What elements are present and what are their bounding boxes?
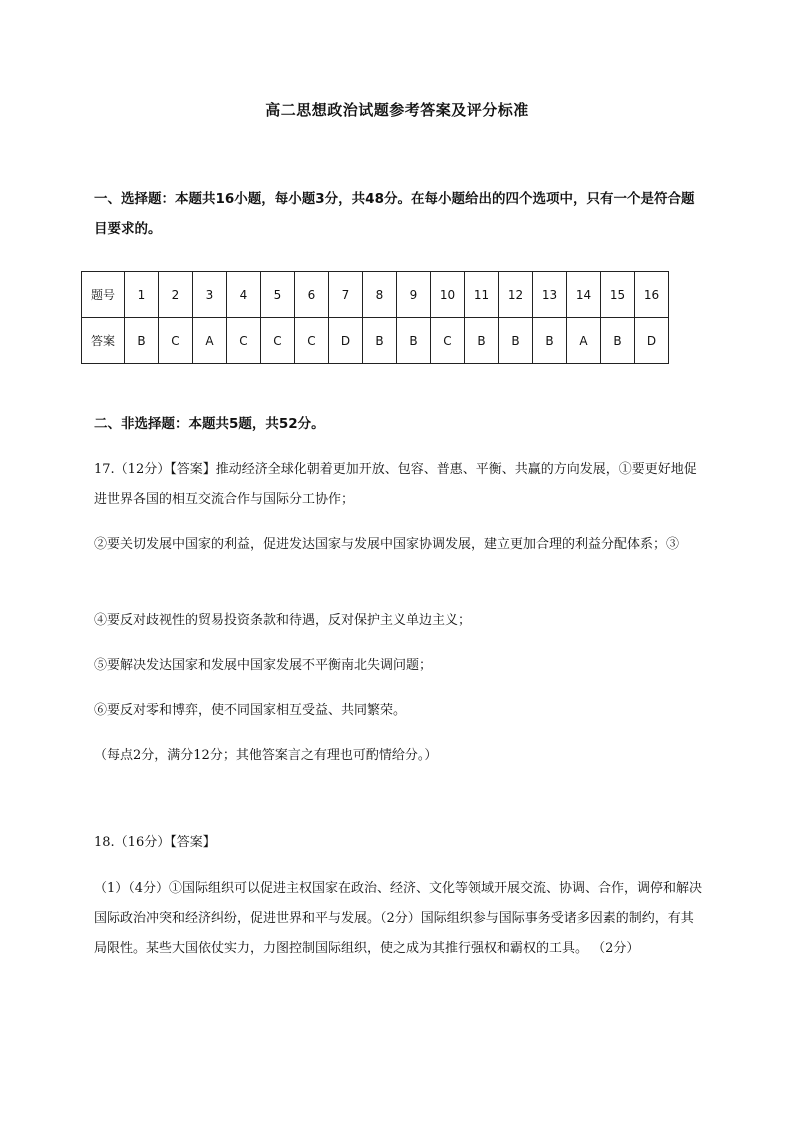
q17-line-1: 17.（12分）【答案】推动经济全球化朝着更加开放、包容、普惠、平衡、共赢的方向发展，①要更好地促进世界各国的相互交流合作与国际分工协作； xyxy=(94,462,697,507)
table-cell: C xyxy=(227,318,261,364)
section-1-heading: 一、选择题：本题共16小题，每小题3分，共48分。在每小题给出的四个选项中，只有一个是符合题目要求的。 xyxy=(94,191,695,237)
table-cell: 10 xyxy=(431,272,465,318)
table-cell: 4 xyxy=(227,272,261,318)
table-cell: B xyxy=(363,318,397,364)
row-label-number: 题号 xyxy=(82,272,125,318)
q17-line-5: ⑥要反对零和博弈，使不同国家相互受益、共同繁荣。 xyxy=(94,703,407,718)
page-title: 高二思想政治试题参考答案及评分标准 xyxy=(265,101,529,119)
q18-heading: 18.（16分）【答案】 xyxy=(94,835,216,850)
table-cell: 15 xyxy=(601,272,635,318)
table-cell: 11 xyxy=(465,272,499,318)
table-cell: 2 xyxy=(159,272,193,318)
q17-line-4: ⑤要解决发达国家和发展中国家发展不平衡南北失调问题； xyxy=(94,658,433,673)
table-cell: 12 xyxy=(499,272,533,318)
table-cell: 8 xyxy=(363,272,397,318)
table-cell: B xyxy=(533,318,567,364)
answer-row xyxy=(82,318,669,364)
table-cell: B xyxy=(125,318,159,364)
answer-table xyxy=(81,271,669,364)
q18-part-1: （1）（4分）①国际组织可以促进主权国家在政治、经济、文化等领域开展交流、协调、合作，调停和解决国际政治冲突和经济纠纷，促进世界和平与发展。（2分）国际组织参与国际事务受诸多因素的制约，有其局限性。某些大国依仗实力，力图控制国际组织，使之成为其推行强权和霸权的工具。 （2分） xyxy=(94,881,703,956)
table-cell: C xyxy=(295,318,329,364)
table-cell: 7 xyxy=(329,272,363,318)
table-cell: 13 xyxy=(533,272,567,318)
q17-line-2: ②要关切发展中国家的利益，促进发达国家与发展中国家协调发展，建立更加合理的利益分配体系；③ xyxy=(94,537,680,552)
table-cell: 6 xyxy=(295,272,329,318)
question-number-row xyxy=(82,272,669,318)
q17-scoring-note: （每点2分，满分12分；其他答案言之有理也可酌情给分。） xyxy=(94,748,438,763)
table-cell: B xyxy=(465,318,499,364)
q17-line-3: ④要反对歧视性的贸易投资条款和待遇，反对保护主义单边主义； xyxy=(94,613,472,628)
row-label-answer: 答案 xyxy=(82,318,125,364)
table-cell: 1 xyxy=(125,272,159,318)
table-cell: 5 xyxy=(261,272,295,318)
table-cell: 3 xyxy=(193,272,227,318)
table-cell: A xyxy=(567,318,601,364)
table-cell: B xyxy=(601,318,635,364)
table-cell: C xyxy=(159,318,193,364)
table-cell: D xyxy=(635,318,669,364)
table-cell: A xyxy=(193,318,227,364)
table-cell: C xyxy=(431,318,465,364)
table-cell: 14 xyxy=(567,272,601,318)
table-cell: D xyxy=(329,318,363,364)
table-cell: B xyxy=(397,318,431,364)
table-cell: C xyxy=(261,318,295,364)
table-cell: 16 xyxy=(635,272,669,318)
table-cell: 9 xyxy=(397,272,431,318)
table-cell: B xyxy=(499,318,533,364)
section-2-heading: 二、非选择题：本题共5题，共52分。 xyxy=(94,416,325,432)
